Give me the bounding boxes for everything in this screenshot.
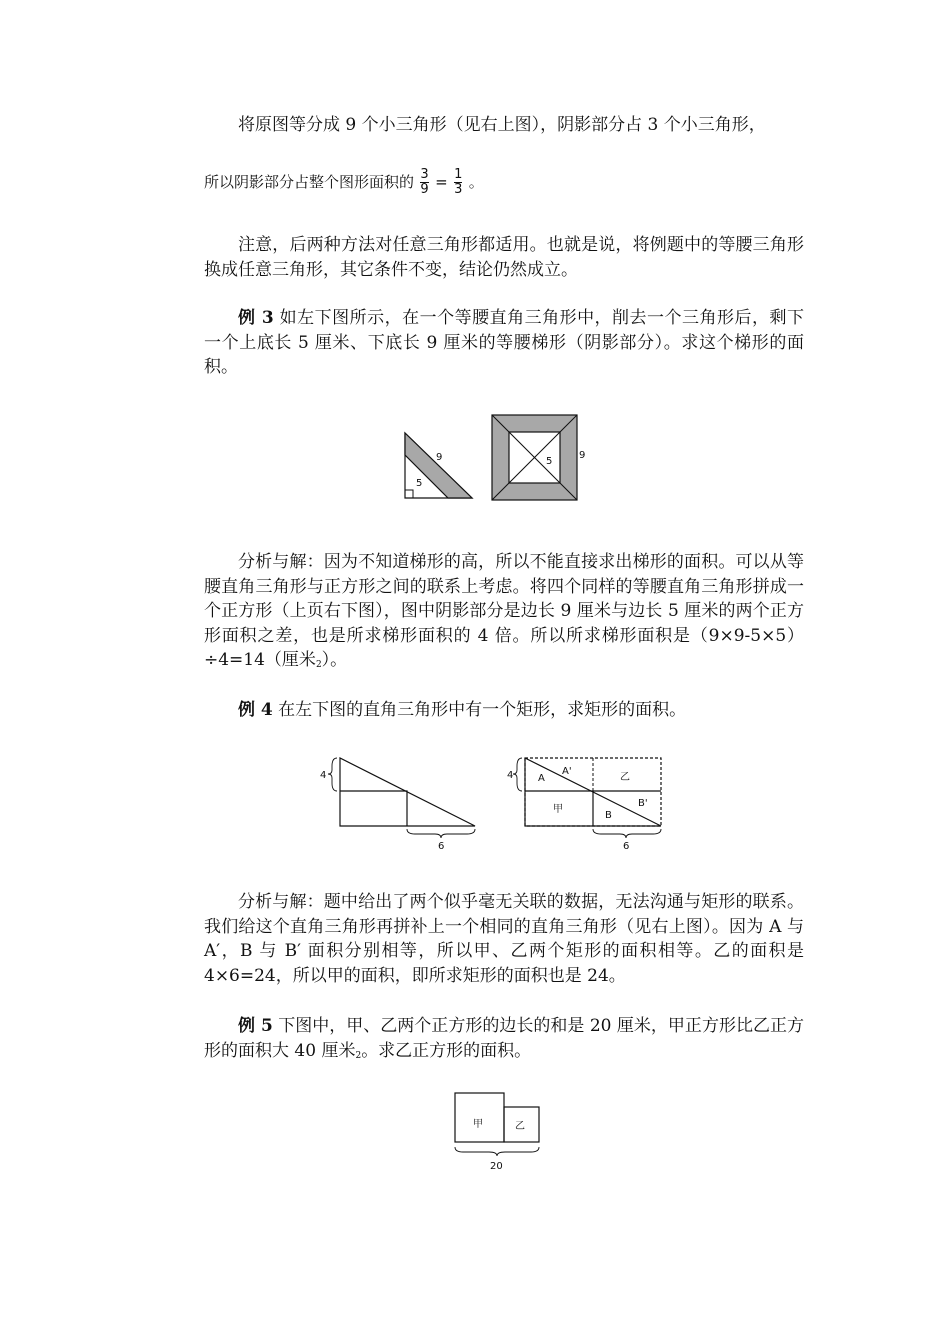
example-end: 。求乙正方形的面积。	[361, 1040, 532, 1061]
analysis-end: ）。	[321, 650, 348, 670]
analysis-example-4	[204, 890, 804, 988]
label-jia: 甲	[553, 804, 563, 815]
label-20: 20	[490, 1161, 503, 1172]
fraction-3-9	[420, 168, 428, 197]
fraction-denominator: 3	[454, 182, 463, 197]
paragraph-text: 将原图等分成 9 个小三角形（见右上图），阴影部分占 3 个小三角形，	[238, 115, 766, 135]
brace-6	[407, 829, 475, 838]
label-A-prime: A'	[562, 766, 572, 777]
example-4	[204, 698, 804, 723]
brace-4	[513, 758, 522, 791]
example-text: 如左下图所示，在一个等腰直角三角形中，削去一个三角形后，剩下一个上底长 5 厘米、下底长 9 厘米的等腰梯形（阴影部分）。求这个梯形的面积。	[204, 308, 805, 377]
label-B: B	[605, 810, 612, 821]
example-label: 例 4	[238, 700, 273, 720]
fraction-1-3	[454, 168, 462, 197]
label-A: A	[538, 773, 545, 784]
example-label: 例 5	[238, 1016, 273, 1036]
label-yi: 乙	[620, 772, 630, 783]
brace-20	[455, 1147, 539, 1156]
fraction-numerator: 3	[420, 167, 429, 182]
label-9: 9	[436, 452, 443, 463]
paragraph-shaded-fraction	[204, 168, 804, 197]
example-text: 下图中，甲、乙两个正方形的边长的和是 20 厘米，甲正方形比乙正方形的面积大 40 厘米	[204, 1016, 805, 1061]
example-3	[204, 306, 804, 380]
label-B-prime: B'	[638, 798, 648, 809]
analysis-text: 分析与解：题中给出了两个似乎毫无关联的数据，无法沟通与矩形的联系。我们给这个直角三角形再拼补上一个相同的直角三角形（见右上图）。因为 A 与 A′，B 与 B′ 面积分别相等，所以甲、乙两个矩形的面积相等。乙的面积是 4×6=24，所以甲的面积，即所求矩形的面积也是 24。	[204, 892, 804, 986]
label-yi: 乙	[515, 1121, 525, 1132]
brace-6	[593, 829, 661, 838]
unit-superscript: 2	[355, 1050, 362, 1061]
figure-example-4	[315, 750, 675, 855]
label-6: 6	[438, 841, 445, 852]
paragraph-equal-division	[204, 113, 804, 138]
label-4: 4	[320, 770, 327, 781]
brace-4	[328, 758, 337, 791]
paragraph-note	[204, 233, 804, 282]
equals-sign: =	[435, 173, 448, 191]
analysis-text: 分析与解：因为不知道梯形的高，所以不能直接求出梯形的面积。可以从等腰直角三角形与正方形之间的联系上考虑。将四个同样的等腰直角三角形拼成一个正方形（上页右下图），图中阴影部分是边长 9 厘米与边长 5 厘米的两个正方形面积之差，也是所求梯形面积的 4 倍。所以所求梯形面积是（9×9-5×5）÷4=14（厘米	[204, 552, 804, 670]
paragraph-text: 注意，后两种方法对任意三角形都适用。也就是说，将例题中的等腰三角形换成任意三角形，其它条件不变，结论仍然成立。	[204, 235, 804, 280]
fraction-numerator: 1	[454, 167, 463, 182]
label-9: 9	[579, 450, 586, 461]
label-4: 4	[507, 770, 514, 781]
figure-example-3	[400, 410, 590, 505]
example-text: 在左下图的直角三角形中有一个矩形，求矩形的面积。	[272, 700, 687, 720]
paragraph-suffix: 。	[468, 173, 484, 191]
square-jia	[455, 1093, 504, 1142]
label-5: 5	[546, 456, 553, 467]
label-jia: 甲	[473, 1119, 483, 1130]
label-6: 6	[623, 841, 630, 852]
unit-superscript: 2	[315, 660, 322, 670]
label-5: 5	[416, 478, 423, 489]
figure-example-5	[445, 1085, 550, 1177]
fraction-denominator: 9	[420, 182, 429, 197]
inscribed-rectangle	[340, 791, 407, 826]
paragraph-prefix: 所以阴影部分占整个图形面积的	[204, 173, 415, 191]
example-5	[204, 1014, 804, 1068]
analysis-example-3	[204, 550, 804, 678]
example-label: 例 3	[238, 308, 274, 328]
